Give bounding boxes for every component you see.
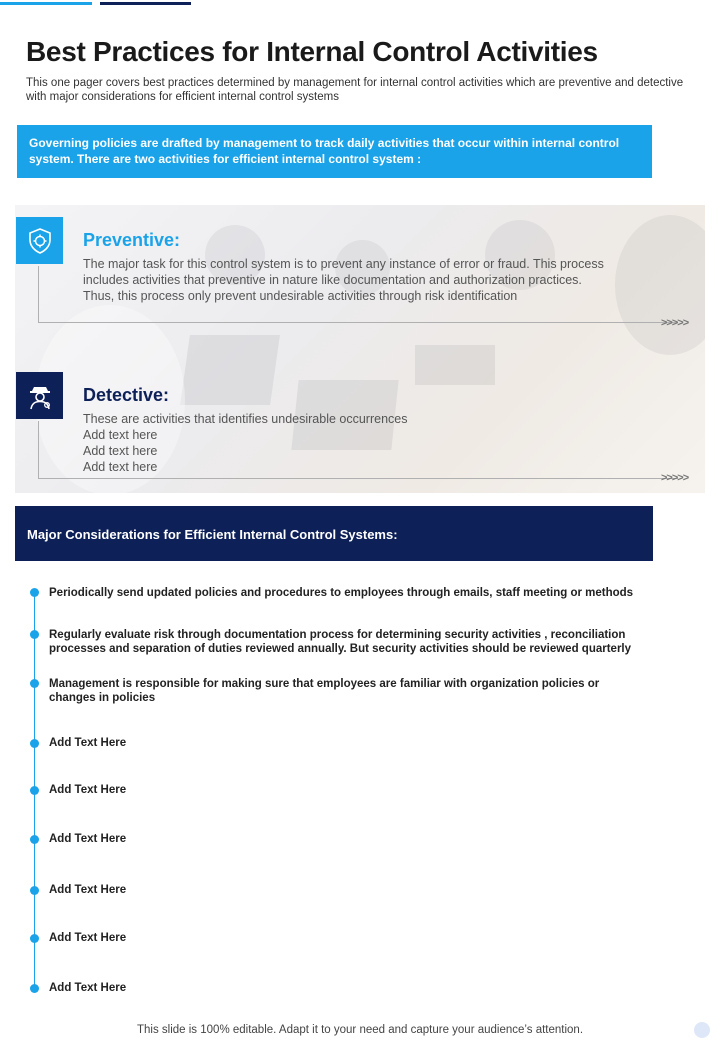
detective-title: Detective: [83,385,170,405]
detective-line: Add text here [83,444,158,458]
timeline-dot [30,835,39,844]
preventive-title: Preventive: [83,230,181,250]
footer-note: This slide is 100% editable. Adapt it to your need and capture your audience’s attention. [136,1024,584,1036]
detective-arrows-icon: >>>>> [661,472,689,484]
timeline-dot [30,984,39,993]
preventive-line: includes activities that preventive in nature like documentation and authorization practices. [83,273,582,287]
detective-description [83,411,683,475]
major-considerations-heading: Major Considerations for Efficient Internal Control Systems: [15,506,653,561]
timeline-dot [30,739,39,748]
page-title: Best Practices for Internal Control Activities [26,36,598,67]
timeline-dot [30,934,39,943]
top-accent-bar-blue [0,2,92,5]
timeline-dot [30,679,39,688]
top-accent-bar-navy [100,2,191,5]
corner-circle-icon [694,1022,710,1038]
consideration-item: Add Text Here [49,932,127,944]
preventive-line: The major task for this control system is to prevent any instance of error or fraud. This process [83,257,604,271]
timeline-dot [30,630,39,639]
consideration-item: Add Text Here [49,737,127,749]
governing-policies-banner: Governing policies are drafted by management to track daily activities that occur within internal control system. There are two activities for efficient internal control system : [17,125,652,178]
preventive-arrows-icon: >>>>> [661,317,689,329]
consideration-item: Periodically send updated policies and procedures to employees through emails, staff meeting or methods [49,587,634,599]
detective-line: These are activities that identifies undesirable occurrences [83,412,408,426]
consideration-item: Regularly evaluate risk through documentation process for determining security activities , reconciliation processes and separation of duties reviewed annually. But security activities should be reviewed quarterly [49,629,632,655]
detective-line: Add text here [83,428,158,442]
preventive-line: Thus, this process only prevent undesirable activities through risk identification [83,289,518,303]
consideration-item: Add Text Here [49,982,127,994]
timeline-dot [30,588,39,597]
preventive-description [83,256,683,304]
page-subtitle: This one pager covers best practices determined by management for internal control activities which are preventive and detective with major considerations for efficient internal control systems [26,77,684,103]
timeline-dot [30,786,39,795]
consideration-item: Add Text Here [49,884,127,896]
detective-icon [16,372,63,419]
shield-gear-icon [16,217,63,264]
consideration-item: Add Text Here [49,833,127,845]
timeline-dot [30,886,39,895]
consideration-item: Add Text Here [49,784,127,796]
detective-line: Add text here [83,460,158,474]
consideration-item: Management is responsible for making sure that employees are familiar with organization policies or changes in policies [49,678,600,704]
